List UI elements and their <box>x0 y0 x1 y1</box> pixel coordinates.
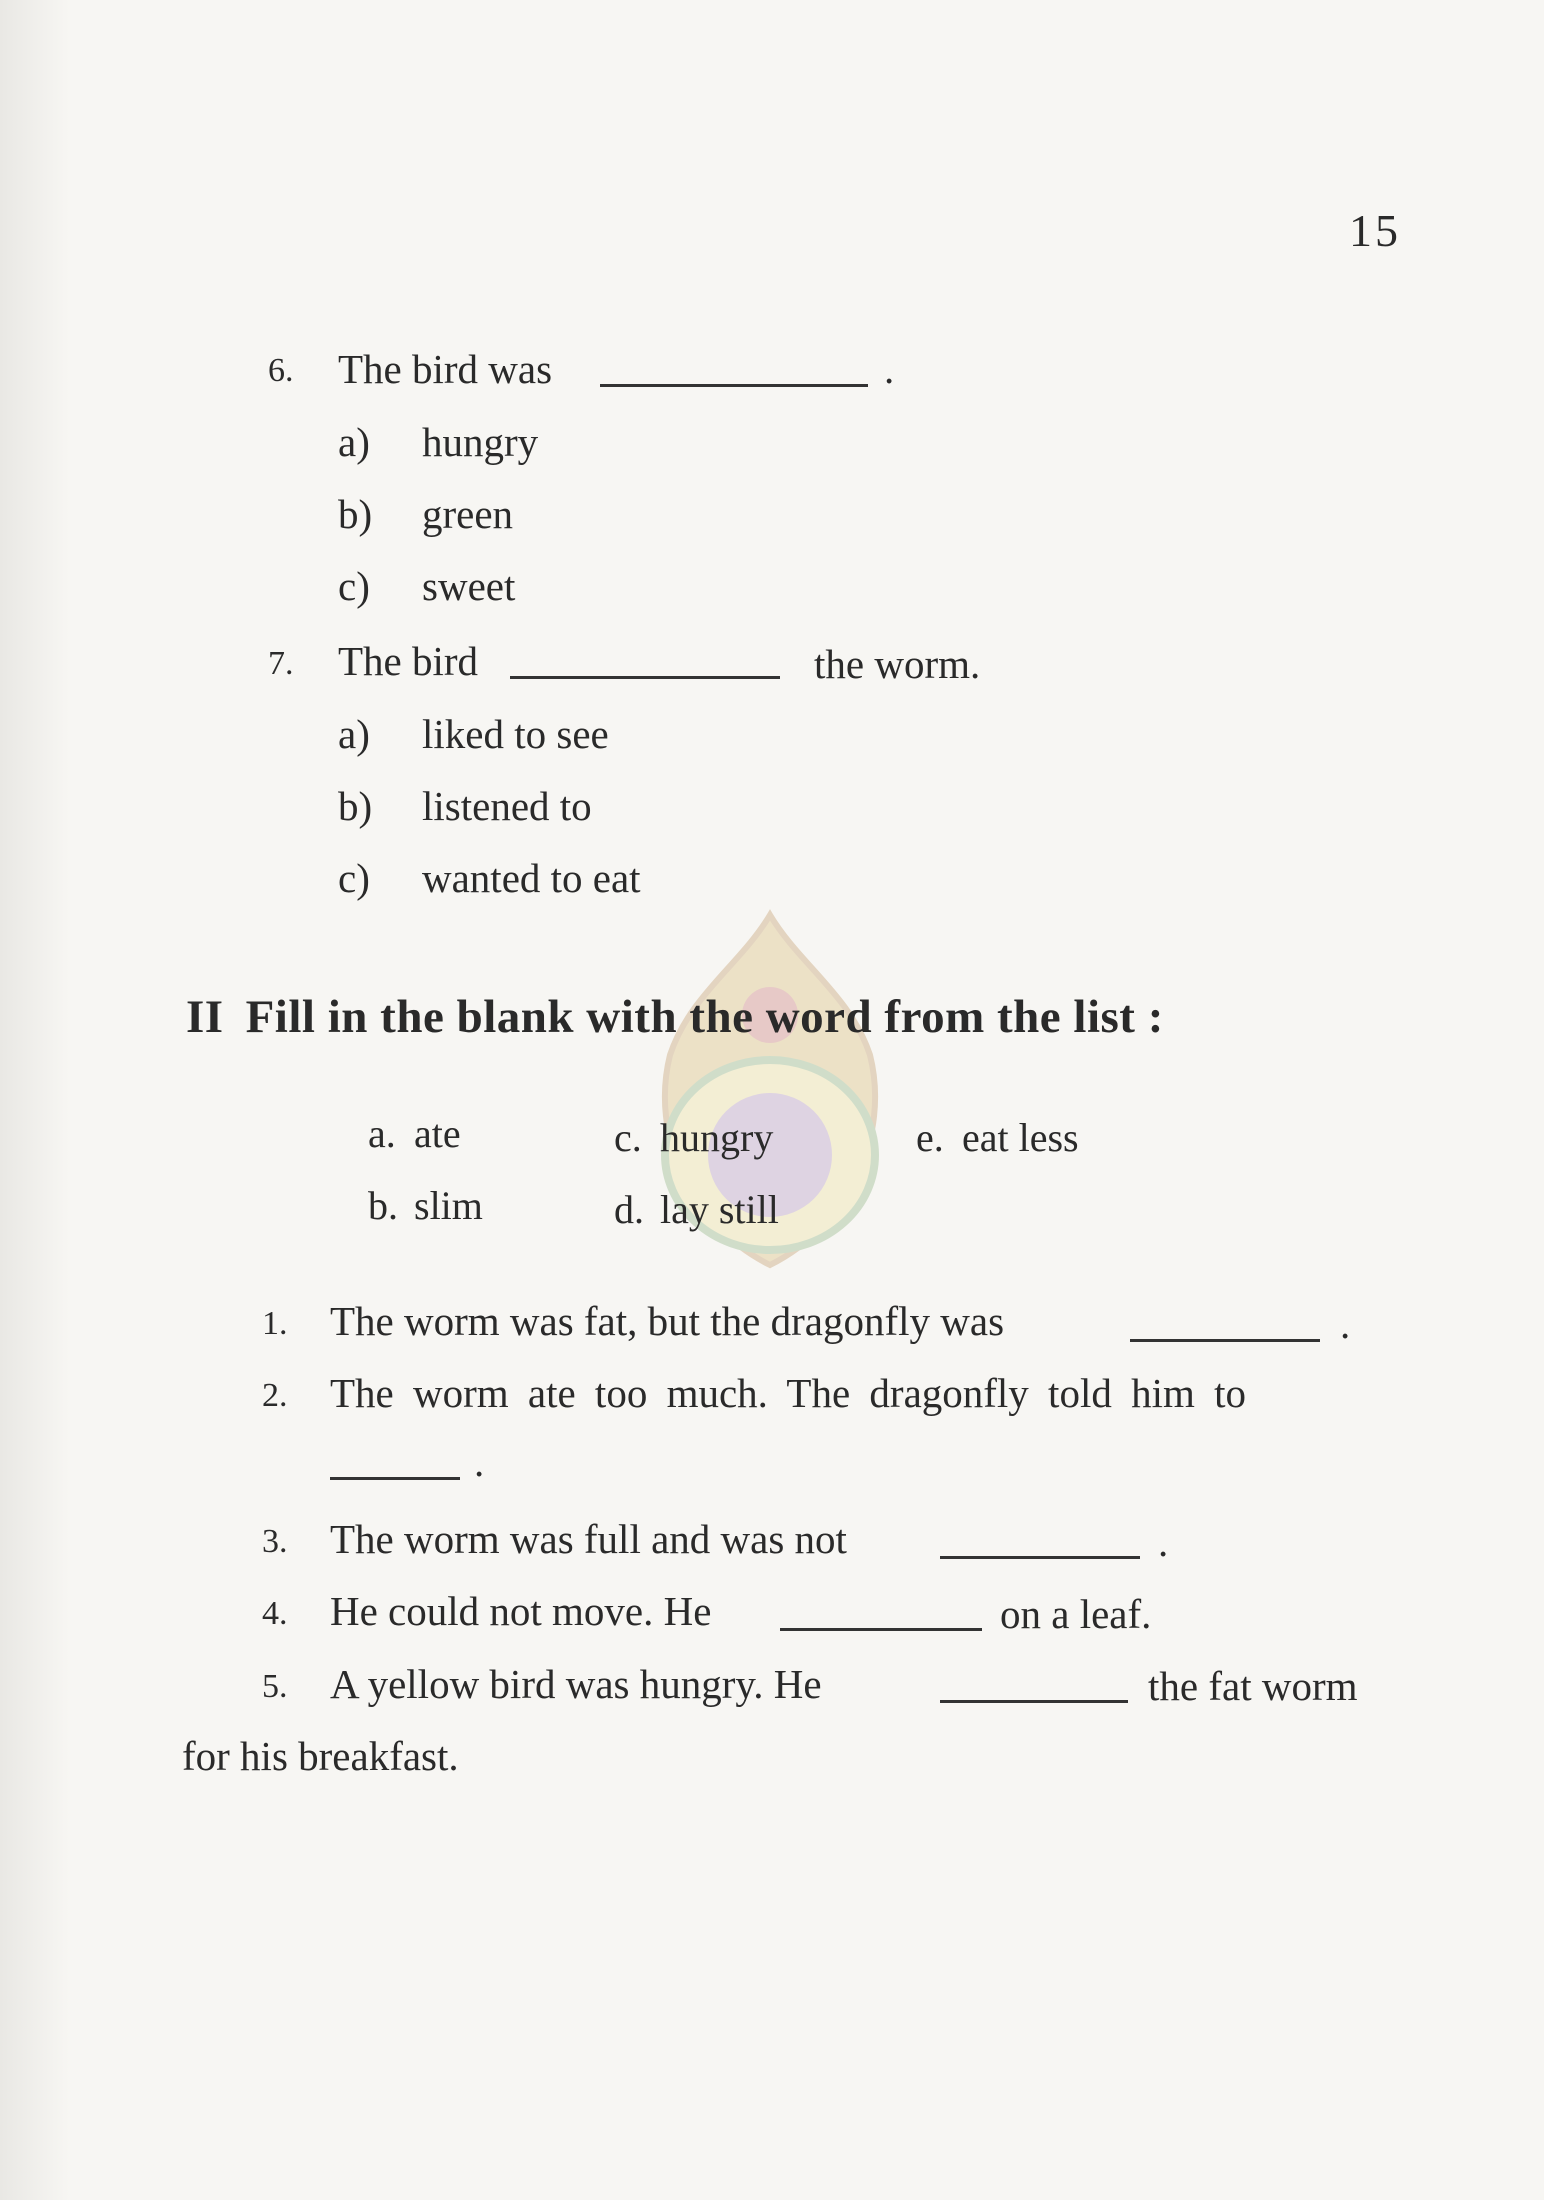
question-text: The bird <box>338 638 479 684</box>
option-text: sweet <box>422 563 516 609</box>
answer-blank <box>510 642 780 679</box>
word-list-word: eat less <box>962 1115 1079 1160</box>
item-text-continuation: for his breakfast. <box>182 1733 459 1779</box>
word-list-label: c. <box>614 1115 642 1160</box>
page-edge-shadow <box>0 0 70 2200</box>
item-text: The worm was full and was not <box>330 1516 847 1562</box>
answer-blank <box>780 1594 982 1631</box>
item-text-after: . <box>1158 1519 1169 1565</box>
item-text-after: . <box>474 1439 485 1485</box>
option-label: b) <box>338 491 373 537</box>
item-text-after: on a leaf. <box>1000 1591 1152 1637</box>
word-list-word: slim <box>414 1183 483 1228</box>
item-text: A yellow bird was hungry. He <box>330 1661 822 1707</box>
section-roman-numeral: II <box>186 991 224 1043</box>
section-heading <box>186 990 1164 1044</box>
question-text: The bird was <box>338 346 553 392</box>
item-number: 2. <box>262 1377 288 1414</box>
option-text: liked to see <box>422 711 609 757</box>
page-number: 15 <box>1349 205 1401 256</box>
option-label: c) <box>338 563 370 609</box>
question-text-after: . <box>884 346 895 392</box>
word-list-label: a. <box>368 1111 396 1156</box>
word-list-word: lay still <box>660 1187 779 1232</box>
item-text: The worm was fat, but the dragonfly was <box>330 1298 1005 1344</box>
answer-blank <box>330 1443 460 1480</box>
item-text-after: the fat worm <box>1148 1663 1358 1709</box>
item-number: 1. <box>262 1305 288 1342</box>
word-list-label: d. <box>614 1187 644 1232</box>
option-text: wanted to eat <box>422 855 641 901</box>
item-number: 3. <box>262 1523 288 1560</box>
item-number: 5. <box>262 1668 288 1705</box>
option-text: hungry <box>422 419 539 465</box>
item-number: 4. <box>262 1595 288 1632</box>
question-text-after: the worm. <box>814 641 981 687</box>
word-list-word: ate <box>414 1111 461 1156</box>
answer-blank <box>600 350 868 387</box>
item-text: He could not move. He <box>330 1588 712 1634</box>
answer-blank <box>940 1522 1140 1559</box>
answer-blank <box>1130 1305 1320 1342</box>
item-text-after: . <box>1340 1301 1351 1347</box>
word-list-word: hungry <box>660 1115 774 1160</box>
answer-blank <box>940 1666 1128 1703</box>
option-label: a) <box>338 711 370 757</box>
question-number: 6. <box>268 352 294 389</box>
option-label: b) <box>338 783 373 829</box>
option-text: green <box>422 491 514 537</box>
word-list-label: b. <box>368 1183 398 1228</box>
question-number: 7. <box>268 645 294 682</box>
section-title: Fill in the blank with the word from the list : <box>245 991 1164 1043</box>
option-label: a) <box>338 419 370 465</box>
option-text: listened to <box>422 783 592 829</box>
item-text: The worm ate too much. The dragonfly told him to <box>330 1370 1247 1416</box>
word-list-label: e. <box>916 1115 944 1160</box>
option-label: c) <box>338 855 370 901</box>
